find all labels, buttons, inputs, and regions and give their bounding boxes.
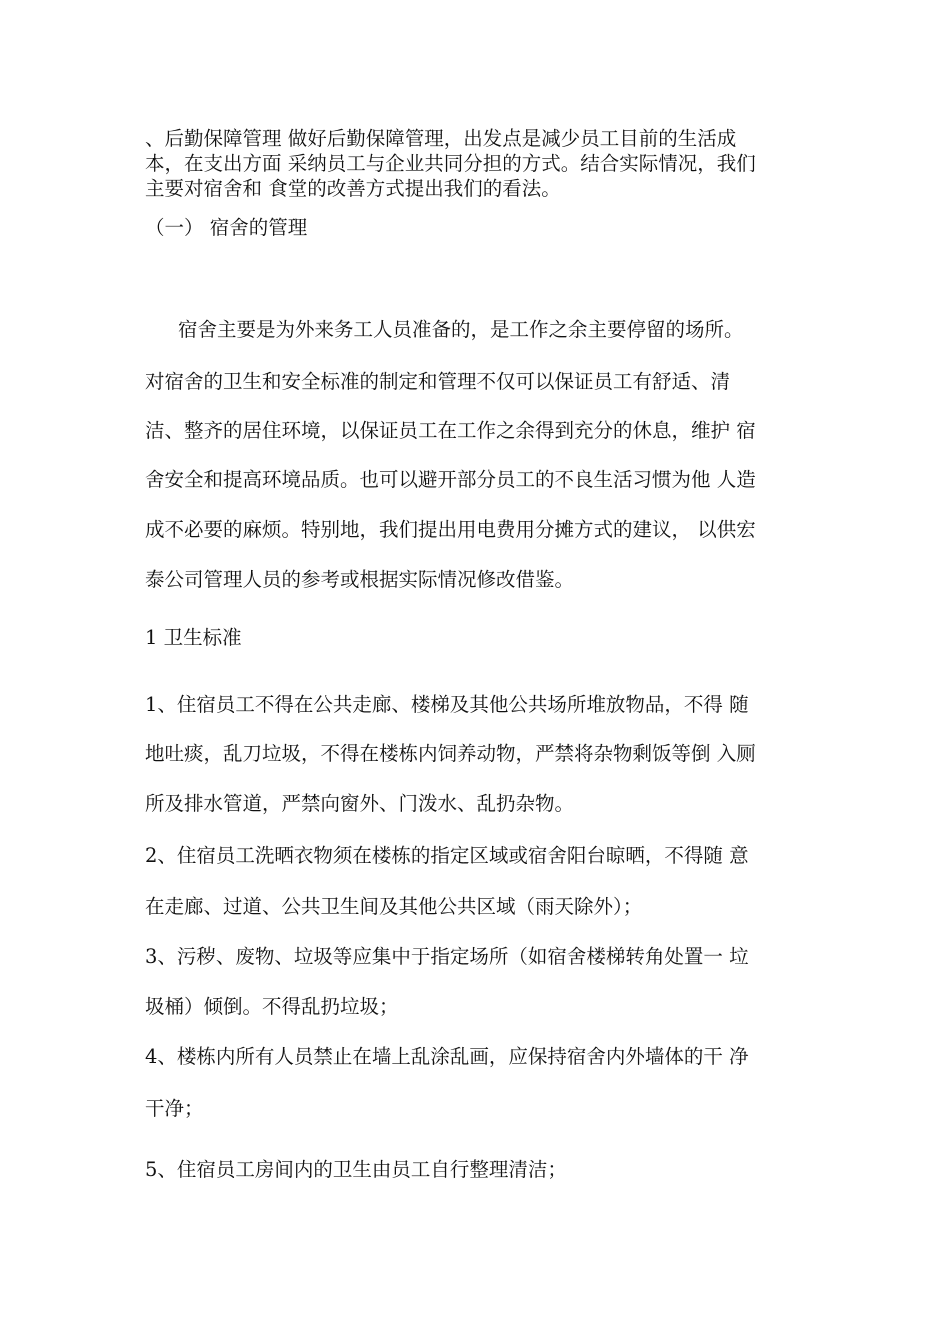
- paragraph-line: 成不必要的麻烦。特别地，我们提出用电费用分摊方式的建议， 以供宏: [145, 518, 756, 541]
- rule-line: 地吐痰，乱刀垃圾，不得在楼栋内饲养动物，严禁将杂物剩饭等倒 入厕: [145, 742, 756, 765]
- rule-line: 在走廊、过道、公共卫生间及其他公共区域（雨天除外）；: [145, 895, 643, 918]
- rule-line: 圾桶）倾倒。不得乱扔垃圾；: [145, 995, 399, 1018]
- section-heading: （一） 宿舍的管理: [145, 216, 308, 239]
- intro-line: 本，在支出方面 采纳员工与企业共同分担的方式。结合实际情况，我们: [145, 152, 756, 175]
- paragraph-line: 舍安全和提高环境品质。也可以避开部分员工的不良生活习惯为他 人造: [145, 468, 756, 491]
- rule-line: 干净；: [145, 1097, 204, 1120]
- paragraph-line: 对宿舍的卫生和安全标准的制定和管理不仅可以保证员工有舒适、清: [145, 370, 731, 393]
- rule-line: 5、住宿员工房间内的卫生由员工自行整理清洁；: [145, 1158, 567, 1181]
- rule-line: 所及排水管道，严禁向窗外、门泼水、乱扔杂物。: [145, 792, 575, 815]
- rule-line: 4、楼栋内所有人员禁止在墙上乱涂乱画，应保持宿舍内外墙体的干 净: [145, 1045, 749, 1068]
- rule-line: 3、污秽、废物、垃圾等应集中于指定场所（如宿舍楼梯转角处置一 垃: [145, 945, 749, 968]
- paragraph-line: 洁、整齐的居住环境，以保证员工在工作之余得到充分的休息，维护 宿: [145, 419, 756, 442]
- rule-line: 1、住宿员工不得在公共走廊、楼梯及其他公共场所堆放物品，不得 随: [145, 693, 749, 716]
- intro-line: 主要对宿舍和 食堂的改善方式提出我们的看法。: [145, 177, 561, 200]
- rule-line: 2、住宿员工洗晒衣物须在楼栋的指定区域或宿舍阳台晾晒，不得随 意: [145, 844, 749, 867]
- paragraph-line: 泰公司管理人员的参考或根据实际情况修改借鉴。: [145, 568, 575, 591]
- subheading: 1 卫生标准: [145, 626, 242, 649]
- paragraph-line: 宿舍主要是为外来务工人员准备的，是工作之余主要停留的场所。: [178, 318, 744, 341]
- intro-line: 、后勤保障管理 做好后勤保障管理，出发点是减少员工目前的生活成: [145, 127, 737, 150]
